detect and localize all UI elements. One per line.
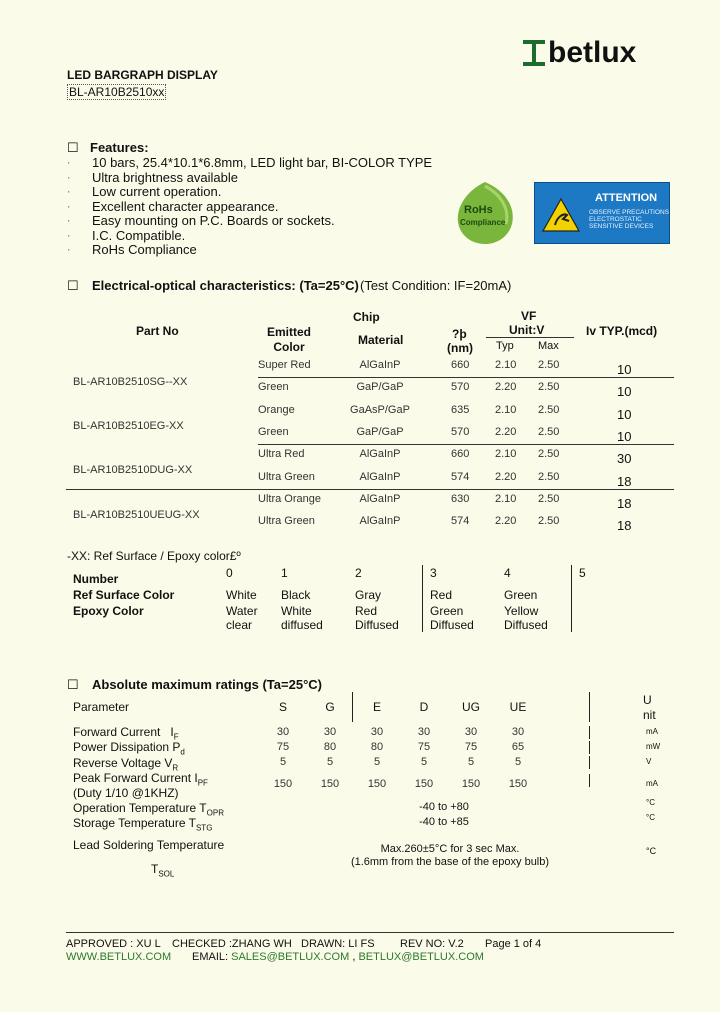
table-divider <box>589 741 590 754</box>
eo-iv-cell: 10 <box>617 428 632 444</box>
epoxy-color-cell-2: Diffused <box>504 618 548 632</box>
epoxy-color-cell: Yellow <box>504 604 539 618</box>
checkbox-icon: ☐ <box>67 140 79 155</box>
rohs-badge <box>452 180 518 251</box>
features-heading: Features: <box>90 140 149 155</box>
ot-unit: °C <box>646 798 655 807</box>
feature-bullet-icon: · <box>67 213 71 227</box>
col-unit: Unit:V <box>509 323 545 337</box>
rohs-compliance: Compliance <box>460 218 506 227</box>
amr-value-cell: 75 <box>464 741 478 753</box>
part-number-cell: BL-AR10B2510EG-XX <box>73 420 184 432</box>
number-label: Number <box>73 572 119 586</box>
ref-color-cell: Black <box>281 588 311 602</box>
part-number-cell: BL-AR10B2510SG--XX <box>73 376 188 388</box>
col-chip: Chip <box>353 310 380 324</box>
eo-color-cell: Green <box>258 381 289 394</box>
feature-item: Ultra brightness available <box>92 169 238 185</box>
pf-label-2: (Duty 1/10 @1KHZ) <box>73 786 179 800</box>
epoxy-color-cell-2: Diffused <box>430 618 474 632</box>
col-typ: Typ <box>496 340 514 352</box>
col-color: Color <box>273 340 305 354</box>
surface-number-cell: 3 <box>430 566 437 580</box>
surface-heading: -XX: Ref Surface / Epoxy color£º <box>67 549 241 563</box>
eo-max-cell: 2.50 <box>538 470 560 483</box>
feature-item: Low current operation. <box>92 184 222 199</box>
amr-value-cell: 80 <box>370 741 384 753</box>
amr-col-header: UG <box>462 700 480 714</box>
epoxy-label: Epoxy Color <box>73 604 144 618</box>
ref-color-cell: Red <box>430 588 453 602</box>
ls-value-1: Max.260±5°C for 3 sec Max. <box>380 843 520 855</box>
amr-value-cell: 65 <box>511 741 525 753</box>
eo-typ-cell: 2.20 <box>495 381 517 394</box>
st-value: -40 to +85 <box>419 816 469 828</box>
amr-col-header: S <box>278 700 287 714</box>
surface-number-cell: 0 <box>226 566 233 580</box>
checkbox-icon: ☐ <box>67 677 79 692</box>
table-divider <box>589 756 590 769</box>
eo-iv-cell: 10 <box>617 384 632 400</box>
col-lambda: ?þ <box>452 327 467 341</box>
ls-value-2: (1.6mm from the base of the epoxy bulb) <box>350 856 550 868</box>
pd-label: Power Dissipation $P_d$ <box>73 740 185 757</box>
epoxy-color-cell: Red <box>355 604 378 618</box>
doc-title: LED BARGRAPH DISPLAY <box>67 68 218 82</box>
ls-unit: °C <box>646 846 657 856</box>
col-vf: VF <box>521 309 537 323</box>
epoxy-color-cell: Green <box>430 604 464 618</box>
feature-bullet-icon: · <box>67 227 71 242</box>
approved: APPROVED : XU L <box>66 938 161 950</box>
eo-iv-cell: 18 <box>617 518 632 534</box>
eo-typ-cell: 2.10 <box>495 359 517 371</box>
feature-item: RoHs Compliance <box>92 242 197 257</box>
amr-unit-cell: V <box>646 757 652 766</box>
amr-value-cell: 30 <box>511 726 525 738</box>
epoxy-color-cell-2: clear <box>226 618 253 632</box>
ls-sym: $T_{SOL}$ <box>151 862 175 879</box>
eo-wavelength-cell: 630 <box>451 492 470 505</box>
eo-iv-cell: 10 <box>617 406 632 422</box>
eo-heading: Electrical-optical characteristics: (Ta=25°C) <box>92 278 359 293</box>
part-number: BL-AR10B2510xx <box>69 85 165 99</box>
esd-warning-icon <box>541 197 581 233</box>
amr-value-cell: 30 <box>417 726 431 738</box>
amr-col-header: E <box>372 700 381 714</box>
col-max: Max <box>538 340 559 352</box>
eo-material-cell: GaP/GaP <box>356 381 404 394</box>
eo-color-cell: Ultra Red <box>258 448 305 461</box>
eo-wavelength-cell: 574 <box>451 470 470 483</box>
eo-wavelength-cell: 660 <box>451 448 470 461</box>
feature-item: I.C. Compatible. <box>92 227 186 243</box>
col-iv: Iv TYP.(mcd) <box>586 324 658 338</box>
eo-iv-cell: 30 <box>617 451 632 467</box>
amr-value-cell: 150 <box>414 778 434 790</box>
col-material: Material <box>358 333 404 347</box>
amr-unit-2: nit <box>643 708 656 722</box>
ot-value: -40 to +80 <box>419 801 469 813</box>
eo-iv-cell: 18 <box>617 473 632 489</box>
eo-typ-cell: 2.10 <box>495 403 517 416</box>
feature-bullet-icon: · <box>67 155 71 169</box>
col-emitted: Emitted <box>266 325 311 339</box>
ref-color-cell: Green <box>504 588 538 602</box>
eo-color-cell: Super Red <box>258 359 311 371</box>
amr-value-cell: 150 <box>320 778 340 790</box>
surface-number-cell: 1 <box>281 566 288 580</box>
amr-value-cell: 75 <box>417 741 431 753</box>
amr-value-cell: 150 <box>461 778 481 790</box>
email-betlux-link[interactable]: BETLUX@BETLUX.COM <box>358 951 484 963</box>
amr-value-cell: 5 <box>514 756 522 768</box>
table-divider <box>589 726 590 739</box>
epoxy-color-cell: White <box>281 604 312 618</box>
rev: REV NO: V.2 <box>400 938 464 950</box>
amr-value-cell: 30 <box>370 726 384 738</box>
feature-bullet-icon: · <box>67 169 71 184</box>
table-divider <box>589 774 590 787</box>
amr-unit-cell: mA <box>646 779 658 788</box>
attention-box <box>534 182 670 244</box>
eo-material-cell: AlGaInP <box>359 492 401 505</box>
eo-color-cell: Ultra Green <box>258 470 315 483</box>
amr-col-header: G <box>325 700 335 714</box>
logo-text: betlux <box>548 36 637 69</box>
amr-value-cell: 30 <box>276 726 290 738</box>
ot-label: Operation Temperature $T_{OPR}$ <box>73 801 224 818</box>
amr-value-cell: 80 <box>323 741 337 753</box>
feature-item: Excellent character appearance. <box>92 198 279 214</box>
amr-value-cell: 150 <box>508 778 528 790</box>
eo-material-cell: AlGaInP <box>359 448 401 461</box>
fc-label: Forward Current $I_F$ <box>73 725 179 742</box>
epoxy-color-cell: Water <box>226 604 258 618</box>
email-sales-link[interactable]: SALES@BETLUX.COM <box>231 951 350 963</box>
eo-wavelength-cell: 570 <box>451 425 470 438</box>
feature-item: Easy mounting on P.C. Boards or sockets. <box>92 213 335 228</box>
eo-typ-cell: 2.20 <box>495 515 517 528</box>
attention-line-2: ELECTROSTATIC <box>589 216 642 223</box>
attention-line-3: SENSITIVE DEVICES <box>589 223 654 230</box>
amr-value-cell: 30 <box>464 726 478 738</box>
eo-max-cell: 2.50 <box>538 515 560 528</box>
rv-label: Reverse Voltage $V_R$ <box>73 756 179 773</box>
epoxy-color-cell-2: Diffused <box>355 618 399 632</box>
page-number: Page 1 of 4 <box>485 938 542 950</box>
amr-col-header: UE <box>509 700 527 714</box>
eo-color-cell: Orange <box>258 403 295 416</box>
eo-typ-cell: 2.20 <box>495 470 517 483</box>
col-nm: (nm) <box>447 341 473 355</box>
amr-unit-1: U <box>643 693 652 707</box>
amr-value-cell: 150 <box>367 778 387 790</box>
ls-label: Lead Soldering Temperature <box>73 838 225 852</box>
st-label: Storage Temperature $T_{STG}$ <box>73 816 213 833</box>
amr-parameter-label: Parameter <box>73 700 130 714</box>
eo-wavelength-cell: 635 <box>451 403 470 416</box>
eo-max-cell: 2.50 <box>538 359 560 371</box>
amr-unit-cell: mA <box>646 727 658 736</box>
surface-number-cell: 4 <box>504 566 511 580</box>
amr-value-cell: 150 <box>273 778 293 790</box>
eo-material-cell: AlGaInP <box>359 515 401 528</box>
feature-bullet-icon: · <box>67 184 71 198</box>
amr-value-cell: 75 <box>276 741 290 753</box>
eo-iv-cell: 10 <box>617 362 632 377</box>
eo-material-cell: GaP/GaP <box>356 425 404 438</box>
website-link[interactable]: WWW.BETLUX.COM <box>66 951 172 963</box>
eo-max-cell: 2.50 <box>538 403 560 416</box>
epoxy-color-cell-2: diffused <box>281 618 323 632</box>
eo-typ-cell: 2.20 <box>495 425 517 438</box>
checked: CHECKED :ZHANG WH <box>172 938 292 950</box>
amr-heading: Absolute maximum ratings (Ta=25°C) <box>92 677 322 692</box>
eo-max-cell: 2.50 <box>538 448 560 461</box>
eo-wavelength-cell: 570 <box>451 381 470 394</box>
col-part-no: Part No <box>136 324 179 338</box>
feature-item: 10 bars, 25.4*10.1*6.8mm, LED light bar, BI-COLOR TYPE <box>92 155 433 170</box>
checkbox-icon: ☐ <box>67 278 79 293</box>
amr-value-cell: 5 <box>279 756 287 768</box>
ref-color-cell: Gray <box>355 588 382 602</box>
eo-condition: (Test Condition: IF=20mA) <box>360 278 512 293</box>
eo-max-cell: 2.50 <box>538 381 560 394</box>
attention-line-1: OBSERVE PRECAUTIONS <box>589 209 670 216</box>
eo-color-cell: Green <box>258 425 289 438</box>
st-unit: °C <box>646 813 655 822</box>
eo-material-cell: AlGaInP <box>359 359 401 371</box>
ref-label: Ref Surface Color <box>73 588 175 602</box>
amr-value-cell: 5 <box>373 756 381 768</box>
eo-iv-cell: 18 <box>617 495 632 511</box>
drawn: DRAWN: LI FS <box>301 938 375 950</box>
pf-label: Peak Forward Current $I_{PF}$ <box>73 771 208 788</box>
brand-logo <box>522 36 650 75</box>
amr-col-header: D <box>419 700 429 714</box>
attention-title: ATTENTION <box>595 192 658 204</box>
eo-max-cell: 2.50 <box>538 492 560 505</box>
amr-value-cell: 5 <box>326 756 334 768</box>
rohs-label: RoHs <box>464 204 493 216</box>
part-number-cell: BL-AR10B2510UEUG-XX <box>73 509 200 521</box>
amr-value-cell: 5 <box>420 756 428 768</box>
amr-unit-cell: mW <box>646 742 661 751</box>
amr-value-cell: 5 <box>467 756 475 768</box>
surface-number-cell: 5 <box>579 566 586 580</box>
eo-wavelength-cell: 660 <box>451 359 470 371</box>
eo-typ-cell: 2.10 <box>495 448 517 461</box>
eo-max-cell: 2.50 <box>538 425 560 438</box>
part-number-cell: BL-AR10B2510DUG-XX <box>73 464 193 476</box>
feature-bullet-icon: · <box>67 242 71 256</box>
eo-color-cell: Ultra Orange <box>258 492 321 505</box>
eo-wavelength-cell: 574 <box>451 515 470 528</box>
eo-material-cell: AlGaInP <box>359 470 401 483</box>
eo-color-cell: Ultra Green <box>258 515 315 528</box>
ref-color-cell: White <box>226 588 257 602</box>
email-line: EMAIL: SALES@BETLUX.COM , BETLUX@BETLUX.COM <box>192 951 484 963</box>
feature-bullet-icon: · <box>67 198 71 213</box>
surface-number-cell: 2 <box>355 566 362 580</box>
eo-material-cell: GaAsP/GaP <box>350 403 410 416</box>
eo-typ-cell: 2.10 <box>495 492 517 505</box>
amr-value-cell: 30 <box>323 726 337 738</box>
